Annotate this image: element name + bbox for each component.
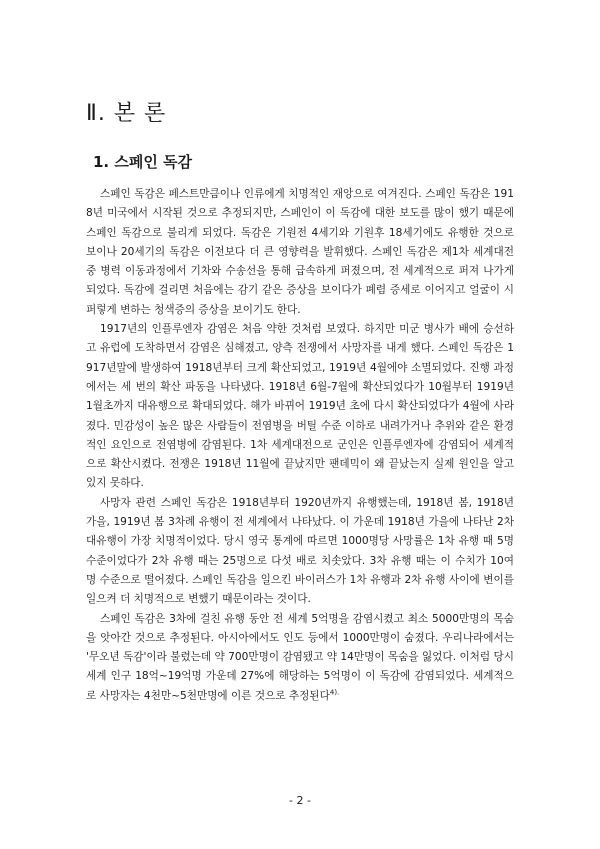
paragraph [86,320,514,494]
paragraph [86,610,514,706]
body-text [86,185,514,706]
chapter-title: Ⅱ. 본 론 [86,101,167,126]
footnote-ref: 4). [329,688,340,697]
paragraph [86,494,514,610]
page-number: - 2 - [289,794,311,807]
paragraph-text: 1917년의 인플루엔자 감염은 처음 약한 것처럼 보였다. 하지만 미군 병사가 배에 승선하고 유럽에 도착하면서 감염은 심해졌고, 양측 전쟁에서 사망자를 내게 했다. 스페인 독감은 1917년말에 발생하여 1918년부터 크게 확산되었고, 1919년 4월에야 소멸되었다. 진행 과정에서는 세 번의 확산 파동을 나타냈다. 1918년 6월-7월에 확산되었다가 10월부터 1919년 1월초까지 대유행으로 확대되었다. 해가 바뀌어 1919년 초에 다시 확산되었다가 4월에 사라졌다. 민감성이 높은 많은 사람들이 전염병을 버틸 수준 이하로 내려가거나 추위와 같은 환경적인 요인으로 전염병에 감염된다. 1차 세계대전으로 군인은 인플루엔자에 감염되어 세계적으로 확산시켰다. 전쟁은 1918년 11월에 끝났지만 팬데믹이 왜 끝났는지 실제 원인을 알고 있지 못하다. [86,323,514,490]
paragraph-text: 스페인 독감은 3차에 걸친 유행 동안 전 세계 5억명을 감염시켰고 최소 5000만명의 목숨을 앗아간 것으로 추정된다. 아시아에서도 인도 등에서 1000만명이 숨졌다. 우리나라에서는 '무오년 독감'이라 불렸는데 약 700만명이 감염됐고 약 14만명이 목숨을 잃었다. 이처럼 당시 세계 인구 18억~19억명 가운데 27%에 해당하는 5억명이 이 독감에 감염되었다. 세계적으로 사망자는 4천만~5천만명에 이른 것으로 추정된다 [86,612,514,702]
paragraph [86,185,514,320]
paragraph-text: 스페인 독감은 페스트만큼이나 인류에게 치명적인 재앙으로 여겨진다. 스페인 독감은 1918년 미국에서 시작된 것으로 추정되지만, 스페인이 이 독감에 대한 보도를 많이 했기 때문에 스페인 독감으로 불리게 되었다. 독감은 기원전 4세기와 기원후 18세기에도 유행한 것으로 보이나 20세기의 독감은 이전보다 더 큰 영향력을 발휘했다. 스페인 독감은 제1차 세계대전 중 병력 이동과정에서 기차와 수송선을 통해 급속하게 퍼졌으며, 전 세계적으로 퍼져 나가게 되었다. 독감에 걸리면 처음에는 감기 같은 증상을 보이다가 폐렴 증세로 이어지고 얼굴이 시퍼렇게 변하는 청색증의 증상을 보이기도 한다. [86,188,514,316]
paragraph-text: 사망자 관련 스페인 독감은 1918년부터 1920년까지 유행했는데, 1918년 봄, 1918년 가을, 1919년 봄 3차례 유행이 전 세계에서 나타났다. 이 가운데 1918년 가을에 나타난 2차 대유행이 가장 치명적이었다. 당시 영국 통계에 따르면 1000명당 사망률은 1차 유행 때 5명 수준이었다가 2차 유행 때는 25명으로 다섯 배로 치솟았다. 3차 유행 때는 이 수치가 10여 명 수준으로 떨어졌다. 스페인 독감을 일으킨 바이러스가 1차 유행과 2차 유행 사이에 변이를 일으켜 더 치명적으로 변했기 때문이라는 것이다. [86,496,514,606]
section-title: 1. 스페인 독감 [93,153,193,171]
